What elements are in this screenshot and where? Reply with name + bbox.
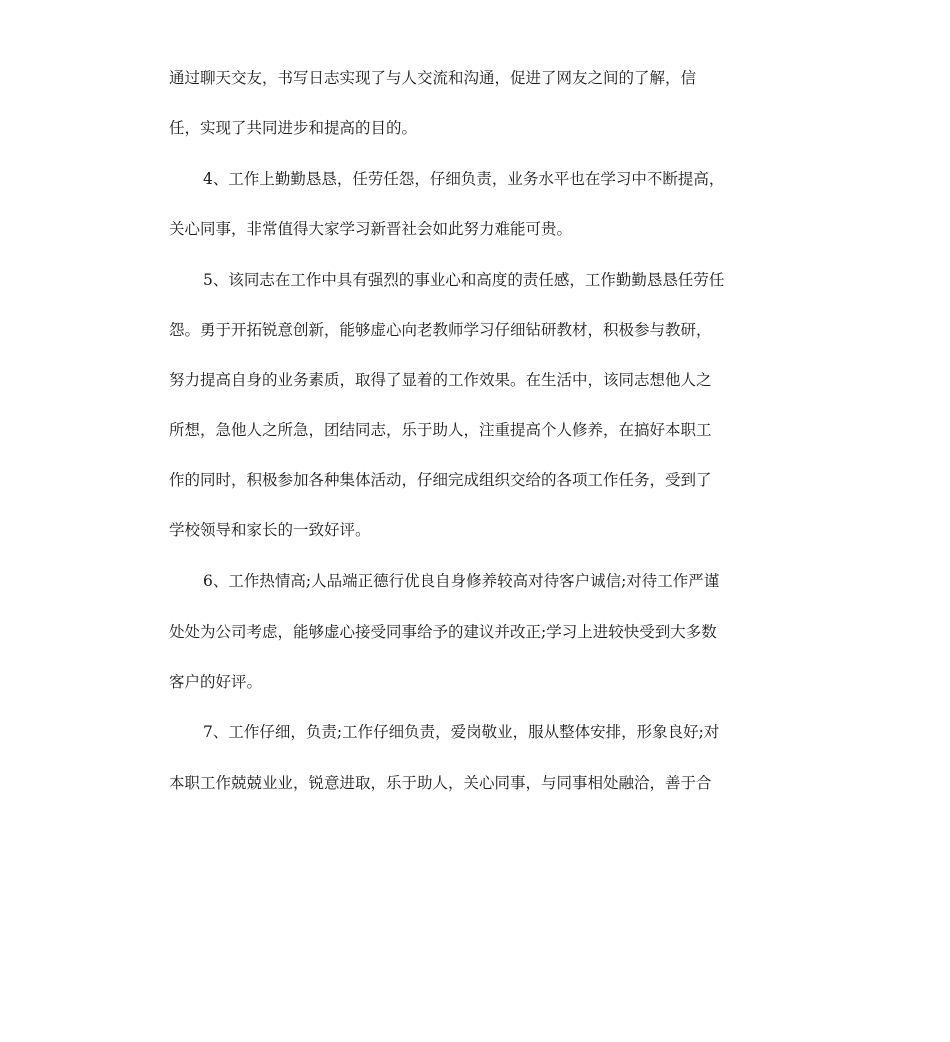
text-line: 作的同时，积极参加各种集体活动，仔细完成组织交给的各项工作任务，受到了 bbox=[169, 471, 712, 489]
text-line: 处处为公司考虑，能够虚心接受同事给予的建议并改正;学习上进较快受到大多数 bbox=[169, 623, 717, 641]
text-line: 努力提高自身的业务素质，取得了显着的工作效果。在生活中，该同志想他人之 bbox=[169, 371, 712, 389]
text-line: 客户的好评。 bbox=[169, 673, 263, 691]
paragraph-7-line: 7、工作仔细，负责;工作仔细负责，爱岗敬业，服从整体安排，形象良好;对 bbox=[203, 723, 720, 741]
text-line: 学校领导和家长的一致好评。 bbox=[169, 521, 371, 539]
text-line: 通过聊天交友，书写日志实现了与人交流和沟通，促进了网友之间的了解，信 bbox=[169, 69, 697, 87]
text-line: 关心同事，非常值得大家学习新晋社会如此努力难能可贵。 bbox=[169, 220, 573, 238]
text-line: 本职工作兢兢业业，锐意进取，乐于助人，关心同事，与同事相处融洽，善于合 bbox=[169, 774, 712, 792]
text-line: 任，实现了共同进步和提高的目的。 bbox=[169, 119, 418, 137]
paragraph-5-line: 5、该同志在工作中具有强烈的事业心和高度的责任感，工作勤勤恳恳任劳任 bbox=[203, 271, 725, 289]
text-line: 所想，急他人之所急，团结同志，乐于助人，注重提高个人修养，在搞好本职工 bbox=[169, 421, 712, 439]
paragraph-4-line: 4、工作上勤勤恳恳，任劳任怨，仔细负责，业务水平也在学习中不断提高， bbox=[203, 170, 725, 188]
paragraph-6-line: 6、工作热情高;人品端正德行优良自身修养较高对待客户诚信;对待工作严谨 bbox=[203, 572, 720, 590]
text-line: 怨。勇于开拓锐意创新，能够虚心向老教师学习仔细钻研教材，积极参与教研， bbox=[169, 321, 712, 339]
